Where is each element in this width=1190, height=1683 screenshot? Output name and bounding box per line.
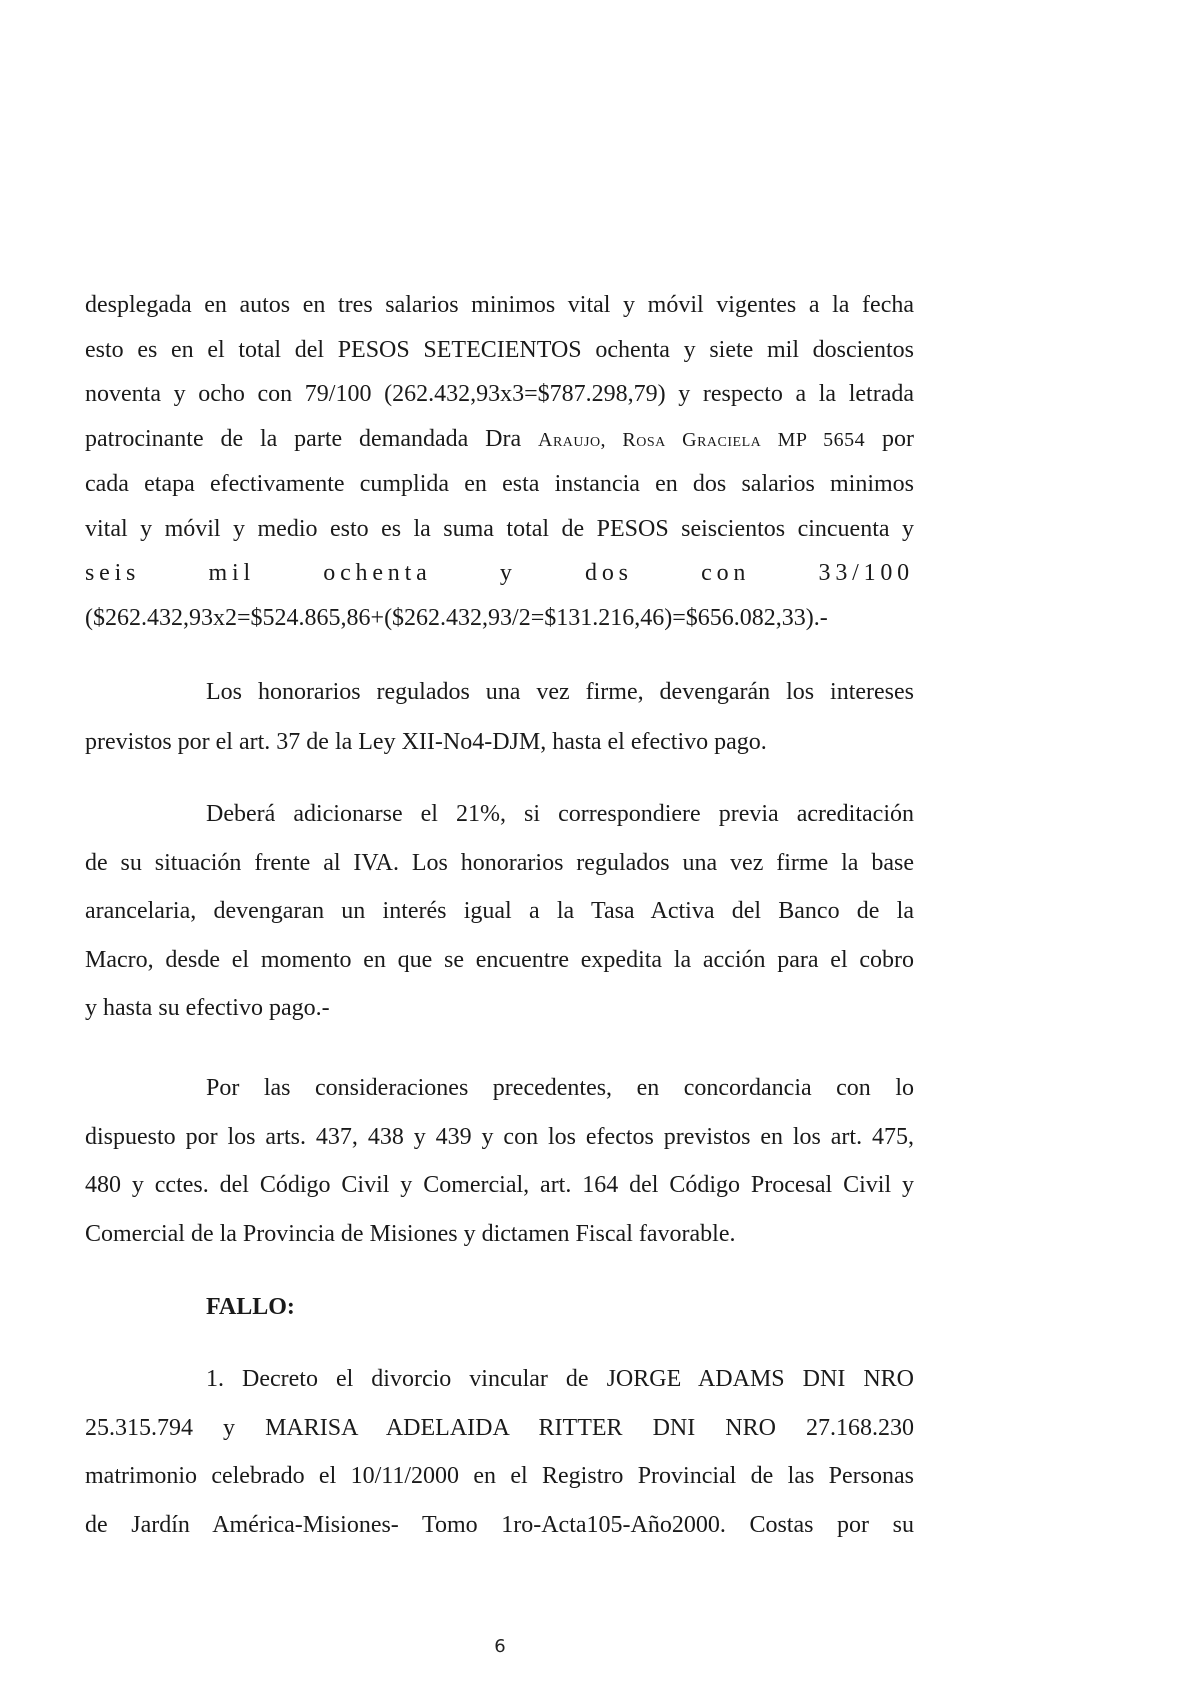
text-line: noventa y ocho con 79/100 (262.432,93x3=$787.298,79) y respecto a la letrada (85, 381, 914, 407)
text-line: cada etapa efectivamente cumplida en esta instancia en dos salarios minimos (85, 471, 914, 497)
text-line: 480 y cctes. del Código Civil y Comercial, art. 164 del Código Procesal Civil y (85, 1172, 914, 1198)
text-line: dispuesto por los arts. 437, 438 y 439 y con los efectos previstos en los art. 475, (85, 1123, 914, 1150)
text-line: vital y móvil y medio esto es la suma total de PESOS seiscientos cincuenta y (85, 515, 914, 542)
paragraph-iva (85, 790, 914, 1033)
text-line: Deberá adicionarse el 21%, si correspondiere previa acreditación (206, 801, 914, 827)
text-line: matrimonio celebrado el 10/11/2000 en el Registro Provincial de las Personas (85, 1463, 914, 1489)
text-line: de Jardín América-Misiones- Tomo 1ro-Acta105-Año2000. Costas por su (85, 1511, 914, 1538)
lawyer-name: Araujo, Rosa Graciela MP 5654 (538, 428, 866, 451)
text-line: Los honorarios regulados una vez firme, devengarán los intereses (206, 679, 914, 705)
text-line: 1. Decreto el divorcio vincular de JORGE ADAMS DNI NRO (206, 1366, 914, 1392)
paragraph-fee-regulation (85, 283, 914, 640)
text-line: arancelaria, devengaran un interés igual a la Tasa Activa del Banco de la (85, 898, 914, 924)
page-number: 6 (494, 1636, 506, 1657)
text-line: Macro, desde el momento en que se encuentre expedita la acción para el cobro (85, 946, 914, 973)
paragraph-ruling-item-1 (85, 1355, 914, 1549)
text-fragment: por (865, 425, 914, 452)
fallo-heading: FALLO: (206, 1294, 295, 1320)
text-line: 25.315.794 y MARISA ADELAIDA RITTER DNI NRO 27.168.230 (85, 1414, 914, 1441)
paragraph-considerations (85, 1064, 914, 1258)
text-line: y hasta su efectivo pago.- (85, 995, 330, 1021)
text-line: previstos por el art. 37 de la Ley XII-No4-DJM, hasta el efectivo pago. (85, 729, 767, 755)
text-line: desplegada en autos en tres salarios minimos vital y móvil vigentes a la fecha (85, 292, 914, 318)
text-line: esto es en el total del PESOS SETECIENTOS ochenta y siete mil doscientos (85, 336, 914, 363)
text-line: de su situación frente al IVA. Los honorarios regulados una vez firme la base (85, 849, 914, 876)
text-line: Por las consideraciones precedentes, en concordancia con lo (206, 1075, 914, 1101)
text-fragment: patrocinante de la parte demandada Dra (85, 425, 538, 452)
text-line: seis mil ochenta y dos con 33/100 (85, 560, 914, 586)
text-line (85, 417, 914, 463)
text-line: Comercial de la Provincia de Misiones y dictamen Fiscal favorable. (85, 1220, 736, 1247)
text-line: ($262.432,93x2=$524.865,86+($262.432,93/2=$131.216,46)=$656.082,33).- (85, 604, 828, 631)
paragraph-interest (85, 667, 914, 767)
